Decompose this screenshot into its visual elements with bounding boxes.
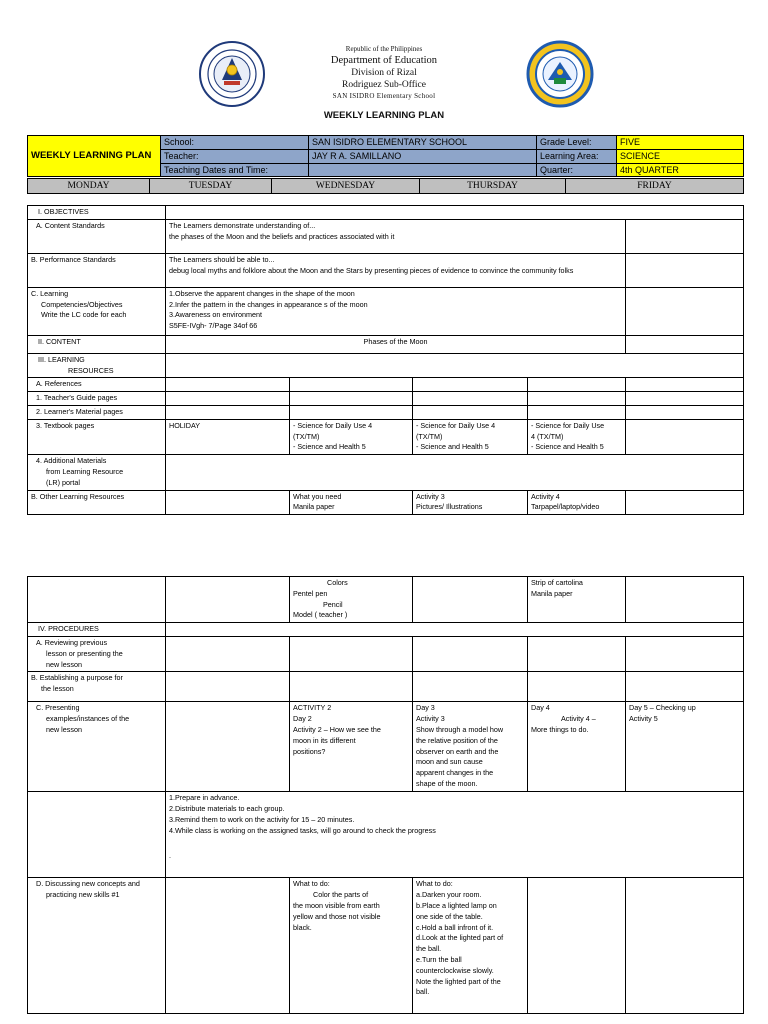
weekly-learning-plan-label: WEEKLY LEARNING PLAN — [28, 136, 161, 177]
content-standards-label: A. Content Standards — [28, 219, 166, 253]
info-table — [27, 135, 744, 177]
presenting-friday: Day 5 – Checking up Activity 5 — [626, 702, 744, 792]
header-republic: Republic of the Philippines — [345, 45, 423, 53]
day-thursday: THURSDAY — [420, 179, 566, 194]
learners-material-label: 2. Learner's Material pages — [28, 405, 166, 419]
other-resources-thursday: Activity 4 Tarpapel/laptop/video — [528, 490, 626, 515]
page-title: WEEKLY LEARNING PLAN — [323, 110, 445, 121]
quarter-label: Quarter: — [537, 163, 617, 177]
competencies-label: C. Learning Competencies/Objectives Write the LC code for each — [28, 287, 166, 335]
learning-area-label: Learning Area: — [537, 149, 617, 163]
holiday-text: HOLIDAY — [166, 419, 290, 454]
teachers-guide-label: 1. Teacher's Guide pages — [28, 392, 166, 406]
textbook-tuesday: - Science for Daily Use 4 (TX/TM) - Science and Health 5 — [290, 419, 413, 454]
performance-standards-label: B. Performance Standards — [28, 253, 166, 287]
materials-tuesday: Colors Pentel pen Pencil Model ( teacher ) — [290, 577, 413, 623]
textbook-wednesday: - Science for Daily Use 4 (TX/TM) - Science and Health 5 — [413, 419, 528, 454]
header-suboffice: Rodriguez Sub-Office — [342, 80, 426, 90]
additional-materials-label: 4. Additional Materials from Learning Resource (LR) portal — [28, 455, 166, 490]
performance-standards-text: The Learners should be able to... debug local myths and folklore about the Moon and the Stars by presenting pieces of evidence to convince the community folks — [166, 253, 626, 287]
school-label: School: — [161, 136, 309, 150]
grade-level-value: FIVE — [617, 136, 744, 150]
presenting-tuesday: ACTIVITY 2 Day 2 Activity 2 – How we see the moon in its different positions? — [290, 702, 413, 792]
dates-value — [309, 163, 537, 177]
other-resources-label: B. Other Learning Resources — [28, 490, 166, 515]
teacher-label: Teacher: — [161, 149, 309, 163]
discussing-wednesday: What to do: a.Darken your room. b.Place a lighted lamp on one side of the table. c.Hold a ball infront of it. d.Look at the lighted part of the ball. e.Turn the ball counterclockwise slowly. Note the lighted part of the ball. — [413, 878, 528, 1014]
presenting-wednesday: Day 3 Activity 3 Show through a model how the relative position of the observer on earth and the moon and sun cause apparent changes in the shape of the moon. — [413, 702, 528, 792]
content-standards-text: The Learners demonstrate understanding of... the phases of the Moon and the beliefs and practices associated with it — [166, 219, 626, 253]
discussing-tuesday: What to do: Color the parts of the moon visible from earth yellow and those not visible black. — [290, 878, 413, 1014]
learning-area-value: SCIENCE — [617, 149, 744, 163]
learning-resources-heading: III. LEARNING RESOURCES — [28, 353, 166, 378]
day-tuesday: TUESDAY — [150, 179, 272, 194]
header-division: Division of Rizal — [351, 68, 417, 78]
content-topic: Phases of the Moon — [166, 335, 626, 353]
materials-thursday: Strip of cartolina Manila paper — [528, 577, 626, 623]
day-wednesday: WEDNESDAY — [272, 179, 420, 194]
plan-table-2 — [27, 576, 744, 1014]
teacher-value: JAY R A. SAMILLANO — [309, 149, 537, 163]
other-resources-tuesday: What you need Manila paper — [290, 490, 413, 515]
discussing-concepts-label: D. Discussing new concepts and practicing new skills #1 — [28, 878, 166, 1014]
textbook-thursday: - Science for Daily Use 4 (TX/TM) - Science and Health 5 — [528, 419, 626, 454]
objectives-heading: I. OBJECTIVES — [28, 206, 166, 220]
other-resources-wednesday: Activity 3 Pictures/ Illustrations — [413, 490, 528, 515]
references-label: A. References — [28, 378, 166, 392]
school-value: SAN ISIDRO ELEMENTARY SCHOOL — [309, 136, 537, 150]
establishing-purpose-label: B. Establishing a purpose for the lesson — [28, 672, 166, 702]
day-header-row — [27, 178, 744, 194]
day-friday: FRIDAY — [566, 179, 744, 194]
presenting-steps: 1.Prepare in advance. 2.Distribute materials to each group. 3.Remind them to work on the activity for 15 – 20 minutes. 4.While class is working on the assigned tasks, will go around to check the progress . — [166, 792, 744, 878]
presenting-examples-label: C. Presenting examples/instances of the new lesson — [28, 702, 166, 792]
header-school-line: SAN ISIDRO Elementary School — [332, 92, 436, 100]
textbook-pages-label: 3. Textbook pages — [28, 419, 166, 454]
day-monday: MONDAY — [28, 179, 150, 194]
content-heading: II. CONTENT — [28, 335, 166, 353]
grade-level-label: Grade Level: — [537, 136, 617, 150]
competencies-text: 1.Observe the apparent changes in the shape of the moon 2.Infer the pattern in the changes in appearance s of the moon 3.Awareness on environment S5FE-IVgh- 7/Page 34of 66 — [166, 287, 626, 335]
plan-table-1 — [27, 205, 744, 515]
quarter-value: 4th QUARTER — [617, 163, 744, 177]
procedures-heading: IV. PROCEDURES — [28, 623, 166, 637]
presenting-thursday: Day 4 Activity 4 – More things to do. — [528, 702, 626, 792]
reviewing-lesson-label: A. Reviewing previous lesson or presenting the new lesson — [28, 636, 166, 671]
dates-label: Teaching Dates and Time: — [161, 163, 309, 177]
header-department: Department of Education — [330, 55, 438, 66]
